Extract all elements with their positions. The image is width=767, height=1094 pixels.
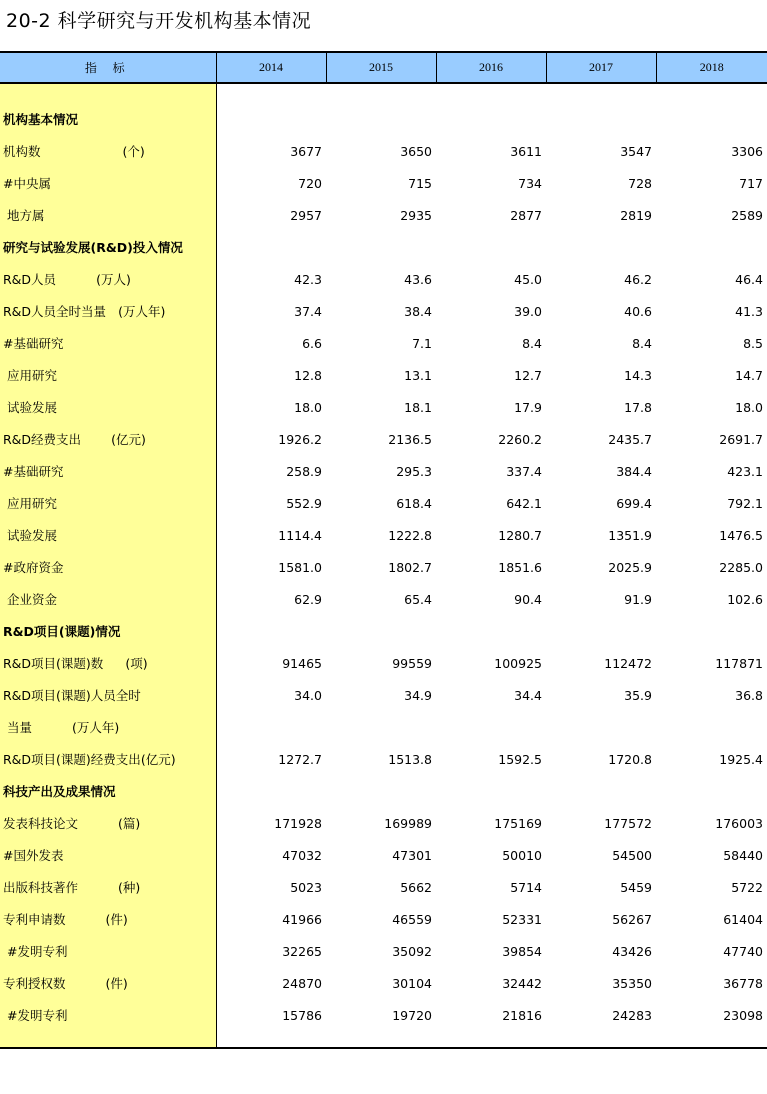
value-cell-2018: 717 [739,175,763,191]
header-year-2017: 2017 [546,52,656,83]
value-cell-2016: 3611 [510,143,542,159]
row-label [0,551,216,583]
row-label-text: #政府资金 [3,560,64,575]
value-cell-2014: 1926.2 [278,431,322,447]
row-label [0,327,216,359]
table-bottom-spacer [0,1031,767,1048]
row-label [0,999,216,1031]
row-label [0,903,216,935]
row-label-text: #中央属 [3,176,51,191]
value-cell-2014 [216,711,326,743]
value-cell-2017 [546,615,656,647]
row-label [0,839,216,871]
value-cell-2016 [436,103,546,135]
row-label [0,103,216,135]
value-cell-2015 [326,231,436,263]
table-row [0,263,767,295]
table-row [0,391,767,423]
row-label [0,871,216,903]
value-cell-2015 [326,103,436,135]
value-cell-2017: 40.6 [624,303,652,319]
header-year-2016: 2016 [436,52,546,83]
value-cell-2014: 720 [298,175,322,191]
value-cell-2018: 14.7 [735,367,763,383]
value-cell-2018: 792.1 [727,495,763,511]
value-cell-2014: 62.9 [294,591,322,607]
value-cell-2016: 1280.7 [498,527,542,543]
row-unit: (件) [105,976,128,991]
value-cell-2014: 1272.7 [278,751,322,767]
value-cell-2018 [656,775,767,807]
value-cell-2017 [546,775,656,807]
value-cell-2016: 100925 [494,655,542,671]
value-cell-2017: 24283 [612,1007,652,1023]
value-cell-2014: 552.9 [286,495,322,511]
value-cell-2016: 21816 [502,1007,542,1023]
value-cell-2017: 17.8 [624,399,652,415]
value-cell-2014: 6.6 [302,335,322,351]
row-label-text: R&D项目(课题)人员全时 [3,688,141,703]
value-cell-2014 [216,775,326,807]
value-cell-2016 [436,231,546,263]
row-label-text: R&D项目(课题)经费支出 [3,752,141,767]
value-cell-2015: 43.6 [404,271,432,287]
value-cell-2016: 39.0 [514,303,542,319]
value-cell-2018: 47740 [723,943,763,959]
row-label [0,199,216,231]
row-label-text: 出版科技著作 [3,880,79,895]
table-top-spacer [0,83,767,103]
row-label-text: 地方属 [3,208,45,223]
value-cell-2018 [656,615,767,647]
value-cell-2017: 2025.9 [608,559,652,575]
value-cell-2017 [546,231,656,263]
value-cell-2017: 112472 [604,655,652,671]
section-heading-row [0,231,767,263]
header-indicator: 指 标 [0,52,216,83]
row-unit: (亿元) [140,752,176,767]
value-cell-2016: 52331 [502,911,542,927]
value-cell-2016: 175169 [494,815,542,831]
value-cell-2015: 295.3 [396,463,432,479]
row-label [0,391,216,423]
value-cell-2015: 2935 [400,207,432,223]
value-cell-2014: 47032 [282,847,322,863]
value-cell-2014: 5023 [290,879,322,895]
value-cell-2017: 8.4 [632,335,652,351]
table-row [0,519,767,551]
row-label-text: #发明专利 [3,944,68,959]
table-row [0,871,767,903]
row-label [0,743,216,775]
table-row [0,935,767,967]
table-row [0,679,767,711]
value-cell-2018: 2691.7 [719,431,763,447]
row-label-text: 研究与试验发展(R&D)投入情况 [3,240,183,255]
value-cell-2017: 699.4 [616,495,652,511]
value-cell-2018: 5722 [731,879,763,895]
row-label-text: 当量 [3,720,32,735]
page-title: 20-2 科学研究与开发机构基本情况 [6,10,312,32]
table-row [0,807,767,839]
value-cell-2016: 32442 [502,975,542,991]
value-cell-2015: 1802.7 [388,559,432,575]
row-label [0,615,216,647]
value-cell-2014: 171928 [274,815,322,831]
row-label [0,167,216,199]
value-cell-2015: 99559 [392,655,432,671]
value-cell-2017: 177572 [604,815,652,831]
value-cell-2016: 2877 [510,207,542,223]
value-cell-2016: 8.4 [522,335,542,351]
value-cell-2015 [326,615,436,647]
row-label-text: 试验发展 [3,400,57,415]
value-cell-2018: 423.1 [727,463,763,479]
header-year-2015: 2015 [326,52,436,83]
value-cell-2018: 61404 [723,911,763,927]
table-row [0,455,767,487]
value-cell-2016: 734 [518,175,542,191]
row-label [0,647,216,679]
row-label [0,935,216,967]
header-year-2014: 2014 [216,52,326,83]
value-cell-2018: 1476.5 [719,527,763,543]
value-cell-2016: 34.4 [514,687,542,703]
table-row [0,199,767,231]
value-cell-2016: 17.9 [514,399,542,415]
value-cell-2018 [656,711,767,743]
row-unit: (种) [118,880,141,895]
value-cell-2017: 2435.7 [608,431,652,447]
row-label-text: R&D人员全时当量 [3,304,107,319]
table-row [0,295,767,327]
row-label-text: #基础研究 [3,336,64,351]
value-cell-2016 [436,711,546,743]
value-cell-2016: 1592.5 [498,751,542,767]
value-cell-2015: 715 [408,175,432,191]
table-row [0,167,767,199]
value-cell-2016: 642.1 [506,495,542,511]
value-cell-2018: 36.8 [735,687,763,703]
table-body [0,83,767,1048]
value-cell-2017: 2819 [620,207,652,223]
value-cell-2018: 41.3 [735,303,763,319]
section-heading-row [0,615,767,647]
value-cell-2017: 54500 [612,847,652,863]
value-cell-2017: 1351.9 [608,527,652,543]
row-label [0,487,216,519]
value-cell-2014 [216,103,326,135]
value-cell-2016 [436,775,546,807]
value-cell-2015: 35092 [392,943,432,959]
statistics-table [0,51,767,1049]
value-cell-2017: 3547 [620,143,652,159]
value-cell-2016: 1851.6 [498,559,542,575]
row-label-text: R&D项目(课题)数 [3,656,104,671]
header-year-2018: 2018 [656,52,767,83]
row-label-text: #基础研究 [3,464,64,479]
value-cell-2015: 46559 [392,911,432,927]
value-cell-2014: 42.3 [294,271,322,287]
table-row [0,551,767,583]
value-cell-2014: 3677 [290,143,322,159]
row-label [0,967,216,999]
row-label-text: 试验发展 [3,528,57,543]
row-label-text: 机构基本情况 [3,112,79,127]
value-cell-2015 [326,711,436,743]
value-cell-2014: 258.9 [286,463,322,479]
value-cell-2015: 30104 [392,975,432,991]
row-label [0,135,216,167]
value-cell-2014: 24870 [282,975,322,991]
table-row [0,487,767,519]
row-unit: (万人) [96,272,131,287]
row-label [0,263,216,295]
value-cell-2017: 1720.8 [608,751,652,767]
value-cell-2016: 5714 [510,879,542,895]
value-cell-2014: 15786 [282,1007,322,1023]
row-label [0,295,216,327]
value-cell-2015: 3650 [400,143,432,159]
value-cell-2016: 2260.2 [498,431,542,447]
table-row [0,999,767,1031]
value-cell-2014: 1581.0 [278,559,322,575]
row-label-text: #国外发表 [3,848,64,863]
table-row [0,423,767,455]
row-unit: (亿元) [111,432,146,447]
row-unit: (篇) [118,816,141,831]
value-cell-2017: 35.9 [624,687,652,703]
row-label-text: 机构数 [3,144,41,159]
value-cell-2015: 1513.8 [388,751,432,767]
value-cell-2016: 45.0 [514,271,542,287]
row-label [0,775,216,807]
value-cell-2017 [546,103,656,135]
value-cell-2015: 13.1 [404,367,432,383]
value-cell-2017: 384.4 [616,463,652,479]
value-cell-2018: 117871 [715,655,763,671]
value-cell-2015: 18.1 [404,399,432,415]
section-heading-row [0,775,767,807]
value-cell-2015: 1222.8 [388,527,432,543]
value-cell-2016 [436,615,546,647]
value-cell-2014: 32265 [282,943,322,959]
row-unit: (万人年) [118,304,166,319]
value-cell-2016: 90.4 [514,591,542,607]
table-row [0,967,767,999]
value-cell-2018: 23098 [723,1007,763,1023]
value-cell-2014: 12.8 [294,367,322,383]
value-cell-2014: 2957 [290,207,322,223]
label-cell [0,83,216,103]
row-label-text: 专利授权数 [3,976,66,991]
table-row [0,135,767,167]
value-cell-2017: 14.3 [624,367,652,383]
value-cell-2015: 169989 [384,815,432,831]
value-cell-2018: 1925.4 [719,751,763,767]
value-cell-2016: 50010 [502,847,542,863]
row-label-text: 企业资金 [3,592,57,607]
value-cell-2017: 5459 [620,879,652,895]
value-cell-2018 [656,231,767,263]
row-label [0,359,216,391]
value-cell-2018: 176003 [715,815,763,831]
value-cell-2017: 46.2 [624,271,652,287]
value-cell-2017: 728 [628,175,652,191]
row-label [0,679,216,711]
value-cell-2015: 47301 [392,847,432,863]
row-label [0,583,216,615]
row-unit: (项) [125,656,148,671]
value-cell-2018: 3306 [731,143,763,159]
value-cell-2018: 8.5 [743,335,763,351]
value-cell-2015: 38.4 [404,303,432,319]
row-unit: (个) [122,144,145,159]
row-label [0,455,216,487]
row-label [0,231,216,263]
row-unit: (件) [105,912,128,927]
row-label-text: 发表科技论文 [3,816,79,831]
table-header [0,52,767,83]
value-cell-2014: 37.4 [294,303,322,319]
row-label [0,711,216,743]
table-row [0,711,767,743]
value-cell-2014: 41966 [282,911,322,927]
table-row [0,359,767,391]
row-label-text: 科技产出及成果情况 [3,784,116,799]
value-cell-2018: 2589 [731,207,763,223]
value-cell-2018: 102.6 [727,591,763,607]
table-row [0,647,767,679]
value-cell-2015: 2136.5 [388,431,432,447]
value-cell-2015: 34.9 [404,687,432,703]
value-cell-2018: 46.4 [735,271,763,287]
table-row [0,743,767,775]
table-row [0,583,767,615]
value-cell-2014: 1114.4 [278,527,322,543]
value-cell-2015: 19720 [392,1007,432,1023]
value-cell-2016: 39854 [502,943,542,959]
row-label-text: 应用研究 [3,496,57,511]
value-cell-2017 [546,711,656,743]
value-cell-2014: 91465 [282,655,322,671]
value-cell-2014: 34.0 [294,687,322,703]
table-row [0,903,767,935]
row-label-text: R&D人员 [3,272,57,287]
value-cell-2015 [326,775,436,807]
row-label [0,807,216,839]
value-cell-2018 [656,103,767,135]
value-cell-2016: 12.7 [514,367,542,383]
row-label-text: 专利申请数 [3,912,66,927]
table-row [0,327,767,359]
row-label-text: #发明专利 [3,1008,68,1023]
value-cell-2018: 58440 [723,847,763,863]
label-cell [0,1031,216,1048]
value-cell-2016: 337.4 [506,463,542,479]
value-cell-2018: 18.0 [735,399,763,415]
row-label-text: R&D经费支出 [3,432,82,447]
value-cell-2015: 5662 [400,879,432,895]
table-row [0,839,767,871]
row-unit: (万人年) [71,720,120,735]
row-label [0,519,216,551]
value-cell-2017: 91.9 [624,591,652,607]
value-cell-2015: 7.1 [412,335,432,351]
row-label-text: 应用研究 [3,368,57,383]
value-cell-2014 [216,615,326,647]
row-label [0,423,216,455]
value-cell-2017: 35350 [612,975,652,991]
value-cell-2014 [216,231,326,263]
value-cell-2017: 56267 [612,911,652,927]
value-cell-2018: 36778 [723,975,763,991]
section-heading-row [0,103,767,135]
value-cell-2017: 43426 [612,943,652,959]
value-cell-2015: 65.4 [404,591,432,607]
value-cell-2014: 18.0 [294,399,322,415]
value-cell-2015: 618.4 [396,495,432,511]
value-cell-2018: 2285.0 [719,559,763,575]
row-label-text: R&D项目(课题)情况 [3,624,121,639]
